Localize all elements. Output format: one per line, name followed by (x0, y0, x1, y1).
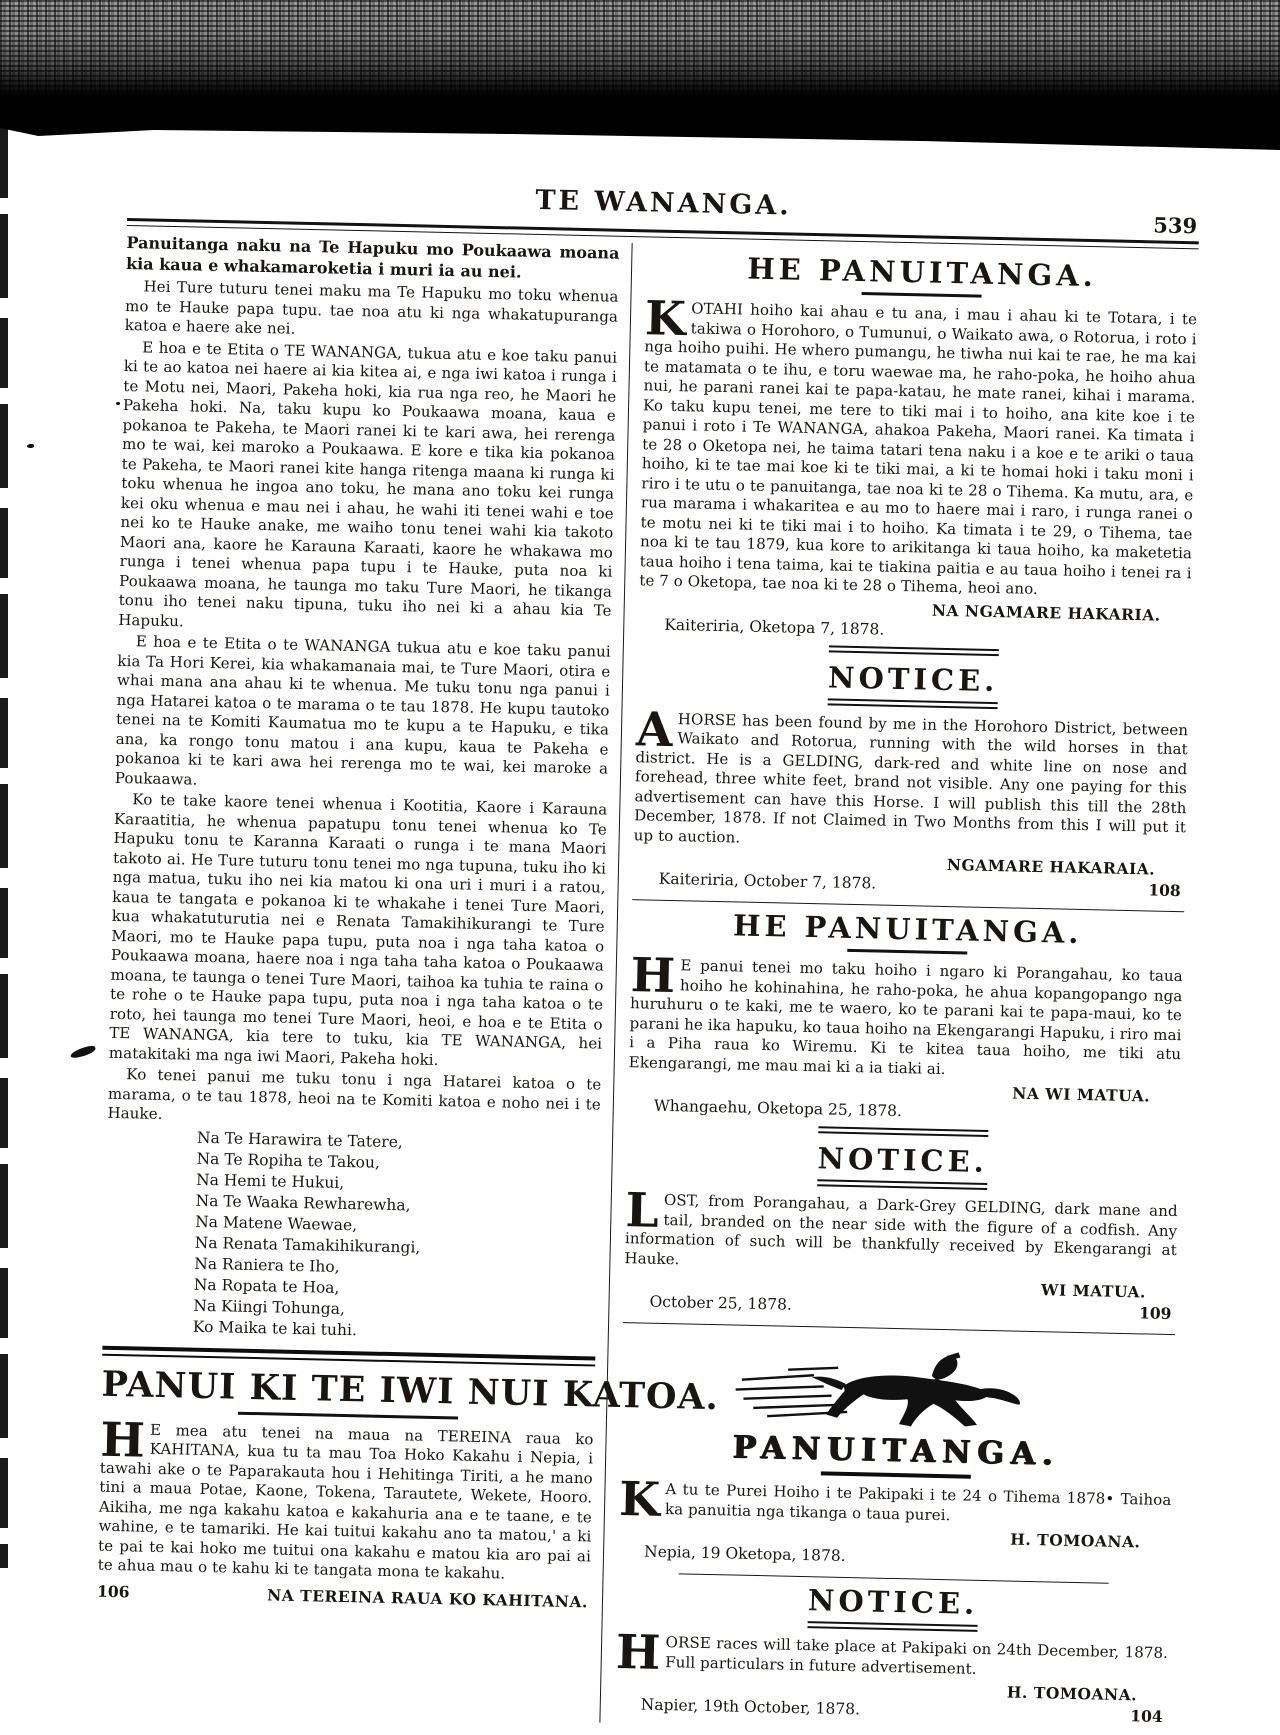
notice2-paragraph (624, 1183, 1178, 1280)
heading-rule (238, 1411, 458, 1419)
signatory: Na Te Ropiha te Takou, (196, 1149, 381, 1172)
body-paragraph: E hoa e te Etita o TE WANANGA, tukua atu e koe taku panui ki te ao katoa nei haere ai kia kitea ai, e nga iwi katoa i runga i te Motu nei, Maori, Pakeha hoki, kia rua nga reo, he Maori he Pakeha hoki. Na, taku kupu ko Poukaawa moana, kaua e pokanoa te Pakeha, te Maori ranei ki te kari awa, hei rerenga mo te wai, kei maroko a Poukaawa. E kore e tika kia pokanoa te Pakeha, te Maori ranei kite hanga ritenga maana ki runga ki toku whenua he ingoa ano toku, he mana ano toku kei runga kei oku whenua e mau nei i ahau, he wahi iti tenei wahi e toe nei ko te Hauke anake, me waiho tonu tenei wahi kia takoto Maori ana, kaore he Karauna Karaati, kaore he whakawa mo runga i tenei whenua papa tupu i te Hauke, puta noa ki Poukaawa moana, he taunga mo taku Ture Maori, he tikanga tonu iho tenei naku tipuna, tuku iho nei ki a ahau kia Te Hapuku. (118, 337, 618, 630)
heading-rule (862, 292, 982, 298)
heading-rule (817, 1179, 987, 1190)
heading-rule (847, 949, 967, 955)
signature: H. TOMOANA. (1010, 1529, 1141, 1552)
signatory: Na Hemi te Hukui, (195, 1170, 345, 1192)
dateline: Napier, 19th October, 1878. (640, 1695, 861, 1719)
panuitanga2-text: E panui tenei mo taku hoiho i ngaro ki Porangahau, ko taua hoiho he kohinahina, he raho-poka, he ahua kopangopango nga huruhuru o te kaki, me te waero, ko te parani kai te papa-maui, ko te parani he ika hapuku, ko taua hoiho na Ekengarangi Hapuku, i riro mai i a Piha raua ko Wiremu. Ki te kitea taua hoiho, me tiki atu Ekengarangi, me mau mai ki a ia tiaki ai. (628, 956, 1183, 1078)
notice1-text: HORSE has been found by me in the Horohoro District, between Waikato and Rotorua, running with the wild horses in that district. He is a GELDING, dark-red and white line on nose and forehead, three white feet, brand not visible. Any one paying for this advertisement can have this Horse. I will publish this till the 28th December, 1878. If not Claimed in Two Months from this I will put it up to auction. (633, 709, 1189, 847)
signatory: Na Te Harawira te Tatere, (196, 1128, 403, 1151)
dateline: Whangaehu, Oketopa 25, 1878. (653, 1096, 903, 1121)
body-paragraph: Ko tenei panui me tuku tonu i nga Hatarei katoa o te marama, o te tau 1878, heoi na te Komiti katoa e noho nei i te Hauke. (107, 1065, 602, 1123)
drop-cap: H (615, 1625, 662, 1681)
heading-rule (818, 1126, 988, 1137)
advert-ref-number: 108 (1148, 880, 1181, 901)
signature: H. TOMOANA. (1006, 1682, 1138, 1705)
signatory: Na Matene Waewae, (195, 1212, 358, 1234)
page-number: 539 (1153, 212, 1198, 239)
body-paragraph: Hei Ture tuturu tenei maku ma Te Hapuku mo toku whenua mo te Hauke papa tupu. tae noa atu ki nga whakatupuranga katoa e haere ake nei. (124, 277, 619, 338)
scan-edge-strip (0, 128, 8, 1568)
signatory: Na Renata Tamakihikurangi, (194, 1233, 421, 1257)
ink-speck (27, 444, 34, 448)
ink-speck (69, 1044, 96, 1060)
signatories-list (193, 1127, 600, 1346)
panuitanga2-paragraph (628, 948, 1183, 1084)
notice3-heading: NOTICE. (807, 1583, 979, 1621)
drop-cap: L (624, 1183, 660, 1239)
notice1-heading: NOTICE. (827, 659, 999, 698)
drop-cap: K (644, 291, 687, 348)
body-paragraph: Ko te take kaore tenei whenua i Kootitia, Kaore i Karauna Karaatitia, he whenua papatupu tonu tenei whenua ko Te Hapuku tonu te Karanna Karaati o runga i te mana Maori takoto ai. He Ture tuturu tonu tenei mo nga tupuna, tuku iho ki nga matua, tuku iho nei kia matou ki ona uri i muri i a ratou, kaua te tangata e pokanoa ki te whakahe i tenei Ture Maori, kua whakatuturutia nei e Renata Tamakihikurangi te Ture Maori, mo te Hauke papa tupu, puta noa i nga taha katoa o Poukaawa moana, haere noa i nga taha taha katoa o Poukaawa moana, te taunga o tenei Ture Maori, taihoa ka tuhia te raina o te rohe o te Hauke papa tupu, puta noa i nga taha katoa o te roto, hei taunga mo tenei Ture Maori, heoi, e hoa e te Etita o TE WANANGA, kia tere to tuku, kia TE WANANGA, hei matakitaki ma nga iwi Maori, Pakeha hoki. (108, 790, 608, 1069)
signatory: Na Raniera te Iho, (194, 1254, 340, 1276)
signatory: Na Kiingi Tohunga, (193, 1296, 346, 1318)
drop-cap: H (99, 1412, 146, 1469)
heading-rule (828, 698, 998, 709)
dateline: Nepia, 19 Oketopa, 1878. (643, 1542, 846, 1565)
heading-rule (807, 1621, 977, 1632)
store-notice-footer (97, 1579, 590, 1614)
advert-ref-number: 104 (1130, 1706, 1163, 1726)
notice3-text: ORSE races will take place at Pakipaki on 24th December, 1878. Full particulars in future advertisement. (665, 1633, 1169, 1678)
page-columns (94, 232, 1198, 1735)
signature: NA TEREINA RAUA KO KAHITANA. (266, 1584, 589, 1611)
signatory: Na Ropata te Hoa, (193, 1275, 340, 1297)
ink-speck (116, 402, 120, 405)
signature: NA WI MATUA. (1012, 1083, 1151, 1106)
intro-paragraph: Panuitanga naku na Te Hapuku mo Poukaawa moana kia kaua e whakamaroketia i muri ia au nei. (125, 232, 620, 282)
signatory: Na Te Waaka Rewharewha, (195, 1191, 411, 1214)
panuitanga1-paragraph (639, 291, 1198, 602)
dateline: Kaiteriria, Oketopa 7, 1878. (664, 615, 885, 639)
dateline: October 25, 1878. (649, 1292, 793, 1314)
store-notice-text: E mea atu tenei na maua na TEREINA raua ko KAHITANA, kua tu ta mau Toa Hoko Kakahu i Nepia, i tawahi ake o te Paparakauta hou i Hehitinga Tiriti, a he mano tini a maua Potae, Kaone, Tokena, Tarautete, Wekete, Hooro. Aikiha, me nga kakahu katoa e kakahuria ana e te taane, e te wahine, e te tamariki. He kai tuitui kakahu ano ta matou,' a ki te pai te kai hoko me tuitui ona kakahu e matou kia aro pai ai te ahua mau o te kahu ki te tangata mona te kakahu. (97, 1420, 594, 1583)
heading-rule (829, 645, 999, 656)
panuitanga2-heading: HE PANUITANGA. (732, 908, 1083, 950)
advert-ref-number: 106 (96, 1581, 130, 1601)
body-paragraph: E hoa e te Etita o te WANANGA tukua atu e koe taku panui kia Ta Hori Kerei, kia whakamanaia mai, te Ture Maori, otira e whai mana ana ahau ki te whenua. Me tuku tonu nga panui i nga Hatarei katoa o te marama o te tau 1878. He kupu tautoko tenei na te Komiti Kaumatua mo te kupu a te Hapuku, e tika ana, ka rongo tonu matou i ana kupu, kaua te Pakeha e pokanoa ki te kari awa hei rerenga mo te wai, kei maroke a Poukaawa. (114, 632, 611, 789)
right-column (599, 243, 1198, 1735)
dateline: Kaiteriria, October 7, 1878. (658, 869, 877, 893)
drop-cap: A (635, 701, 674, 758)
advert-ref-number: 109 (1138, 1303, 1172, 1324)
panuitanga3-heading: PANUITANGA. (732, 1429, 1061, 1473)
scan-noise-band (0, 0, 1280, 152)
horse-racing-illustration (727, 1335, 1069, 1434)
drop-cap: H (630, 948, 676, 1005)
panuitanga1-text: OTAHI hoiho kai ahau e tu ana, i mau i ahau ki te Totara, i te takiwa o Horohoro, o Tumunui, o Waikato awa, o Rotorua, i roto i nga hoiho puihi. He whero pumangu, he tiwha nui kai te rae, he ma kai te matamata o te ihu, e toru waewae ma, he raho-poka, he hoiho ahua nui, he parani ranei kai te papa-katau, he mate ranei, kihai i marama. Ko taku kupu tenei, me tere to tiki mai i to hoiho, ana kite koe i te panui i roto i Te WANANGA, ahakoa Pakeha, Maori ranei. Ka timata i te 28 o Oketopa nei, he taima tatari tena naku i a koe e te ariki o taua hoiho, ki te tae mai koe ki te tiki mai, a ki te homai hoki i taku moni i riro i te utu o te panuitanga, tae noa ki te 28 o Tihema. Ka mutu, ara, e rua marama i whakaritea e au mo to haere mai i raro, i runga ranei o te motu nei ki te tiki mai i to hoiho. Ka timata i te 29, o Tihema, tae noa ki te tau 1879, kua kore to arikitanga ki taua hoiho, ka maketetia taua hoiho i tena taima, kai te tiakina paitia e au taua hoiho i tenei ra i te 7 o Oketopa, tae noa ki te 28 o Tihema, heoi ano. (639, 299, 1198, 598)
left-column (94, 232, 720, 1723)
notice2-text: OST, from Porangahau, a Dark-Grey GELDING, dark mane and tail, branded on the near side with the figure of a codfish. Any information of such will be thankfully received by Ekengarangi at Hauke. (624, 1190, 1178, 1268)
signature: NA NGAMARE HAKARIA. (931, 600, 1161, 625)
heading-rule (821, 1471, 971, 1478)
newspaper-page (94, 176, 1199, 1735)
store-notice-heading: PANUI KI TE IWI NUI KATOA. (101, 1363, 720, 1418)
section-rule (102, 1345, 595, 1366)
notice1-paragraph (633, 701, 1189, 858)
panuitanga1-heading: HE PANUITANGA. (746, 251, 1098, 294)
panuitanga3-text: A tu te Purei Hoiho i te Pakipaki i te 24 o Tihema 1878• Taihoa ka panuitia nga tikanga o taua purei. (664, 1480, 1172, 1524)
notice2-heading: NOTICE. (817, 1141, 989, 1179)
store-notice-paragraph (97, 1412, 594, 1586)
signatory: Ko Maika te kai tuhi. (192, 1317, 358, 1339)
signature: WI MATUA. (1040, 1280, 1147, 1302)
drop-cap: K (618, 1472, 661, 1528)
signature: NGAMARE HAKARAIA. (946, 855, 1156, 879)
page-title: TE WANANGA. (535, 184, 793, 222)
